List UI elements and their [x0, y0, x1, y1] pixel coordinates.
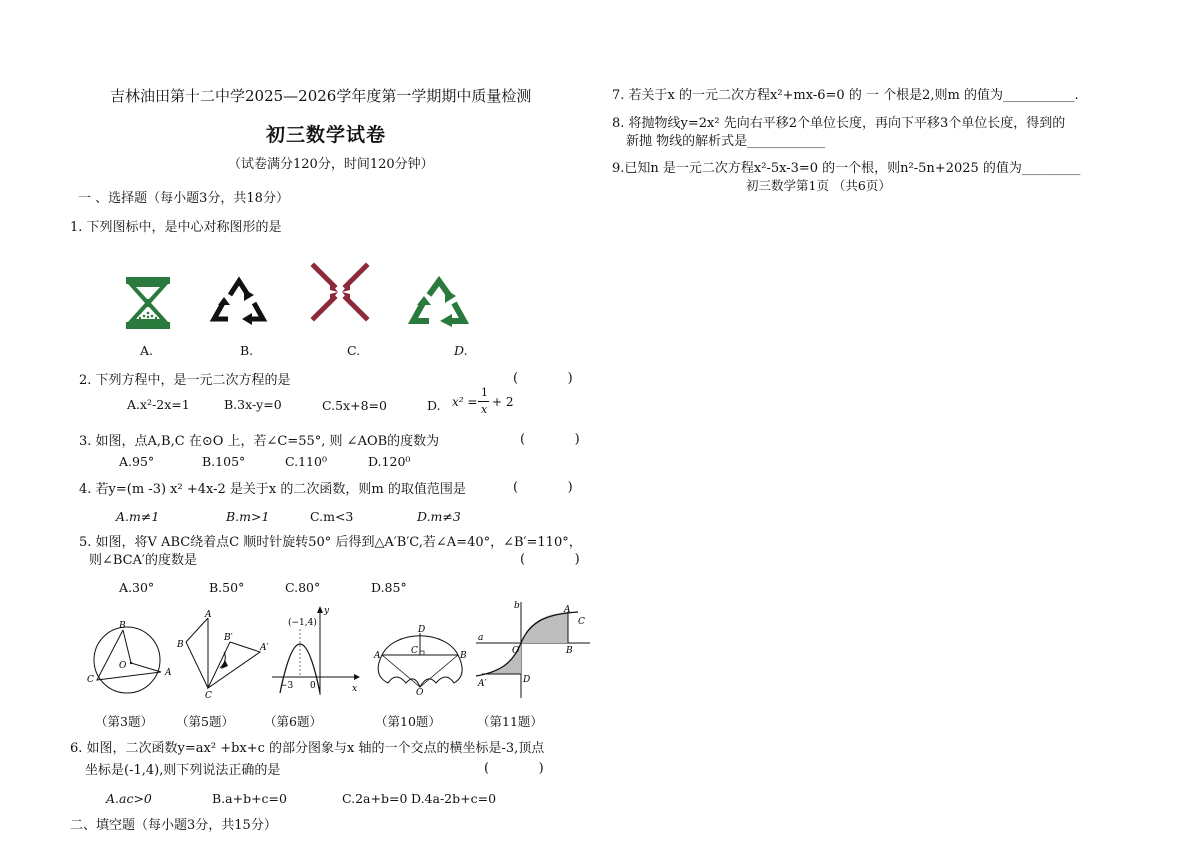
- f11-label-a-prime: A′: [478, 679, 487, 689]
- q6-stem-line2: 坐标是(-1,4),则下列说法正确的是: [85, 763, 281, 778]
- q2-option-c: C.5x+8=0: [322, 398, 387, 413]
- q2-option-a: A.x²-2x=1: [127, 397, 190, 412]
- q4-option-c: C.m<3: [310, 509, 354, 524]
- f11-label-d: D: [523, 675, 531, 685]
- q6-option-b: B.a+b+c=0: [212, 791, 287, 806]
- q1-label-b: B.: [240, 343, 254, 358]
- f11-label-c: C: [578, 617, 585, 627]
- section1-heading: 一 、选择题（每小题3分，共18分）: [78, 191, 289, 206]
- q3-option-c: C.110⁰: [285, 454, 327, 469]
- school-title: 吉林油田第十二中学2025—2026学年度第一学期期中质量检测: [110, 87, 532, 105]
- figure-q10-arch: [370, 625, 470, 695]
- f11-label-a: A: [564, 605, 571, 615]
- f11-label-a-axis: a: [478, 633, 484, 643]
- q2-option-b: B.3x-y=0: [224, 397, 282, 412]
- q2-stem: 2. 下列方程中，是一元二次方程的是: [79, 373, 291, 388]
- q3-answer-paren: ( ): [520, 432, 580, 447]
- q6-option-d: D.4a-2b+c=0: [411, 791, 497, 806]
- q8-stem-line2: 新抛 物线的解析式是____________: [626, 134, 826, 149]
- q4-answer-paren: ( ): [513, 480, 573, 495]
- f3-label-a: A: [165, 668, 172, 678]
- q5-stem-line1: 5. 如图，将V ABC绕着点C 顺时针旋转50° 后得到△A′B′C,若∠A=40°，∠B′=110°，: [79, 535, 582, 550]
- q1-stem: 1. 下列图标中，是中心对称图形的是: [70, 220, 282, 235]
- caption-q6: （第6题）: [264, 714, 322, 729]
- recycle-outline-icon: [208, 273, 270, 333]
- q6-stem-line1: 6. 如图，二次函数y=ax² +bx+c 的部分图象与x 轴的一个交点的横坐标是-3,顶点: [70, 741, 545, 756]
- f5-label-c: C: [205, 691, 212, 701]
- q6-option-c: C.2a+b=0: [342, 791, 408, 806]
- paper-title: 初三数学试卷: [266, 124, 387, 146]
- recycle-green-icon: [408, 275, 470, 333]
- q1-label-a: A.: [140, 343, 154, 358]
- q5-option-d: D.85°: [371, 580, 407, 595]
- q6-option-a: A.ac>0: [106, 791, 152, 806]
- caption-q11: （第11题）: [477, 714, 543, 729]
- q3-option-b: B.105°: [202, 454, 246, 469]
- f3-label-o: O: [119, 661, 127, 671]
- caption-q10: （第10题）: [375, 714, 441, 729]
- q5-answer-paren: ( ): [520, 552, 580, 567]
- f5-label-a-prime: A′: [260, 643, 269, 653]
- q9-stem: 9.已知n 是一元二次方程x²-5x-3=0 的一个根，则n²-5n+2025 的值为_________: [612, 161, 1081, 176]
- f6-label-y: y: [324, 606, 330, 616]
- q2-d-formula-right: + 2: [492, 395, 514, 409]
- q3-option-a: A.95°: [119, 454, 155, 469]
- q4-option-a: A.m≠1: [116, 509, 160, 524]
- figure-q6-parabola: [268, 605, 360, 697]
- q2-answer-paren: ( ): [513, 371, 573, 386]
- f10-label-d: D: [418, 625, 426, 635]
- f11-label-o: O: [512, 646, 520, 656]
- f6-label-vertex: (−1,4): [288, 618, 317, 628]
- q1-label-d: D.: [454, 343, 468, 358]
- q5-option-a: A.30°: [119, 580, 155, 595]
- q5-stem-line2: 则∠BCA′的度数是: [89, 553, 197, 568]
- q2-d-formula-den: x: [481, 403, 488, 416]
- f10-label-c: C: [411, 646, 418, 656]
- f5-label-b-prime: B′: [224, 633, 233, 643]
- q6-answer-paren: ( ): [484, 761, 544, 776]
- f3-label-b: B: [119, 621, 126, 631]
- q8-stem-line1: 8. 将抛物线y=2x² 先向右平移2个单位长度，再向下平移3个单位长度，得到的: [612, 116, 1066, 131]
- q2-option-d: D.: [427, 398, 441, 413]
- f10-label-b: B: [460, 651, 467, 661]
- f10-label-a: A: [374, 651, 381, 661]
- caption-q5: （第5题）: [176, 714, 234, 729]
- q4-option-d: D.m≠3: [417, 509, 461, 524]
- q2-d-formula-num: 1: [481, 386, 488, 399]
- q5-option-b: B.50°: [209, 580, 245, 595]
- f6-label-minus3: −3: [280, 681, 294, 691]
- caption-q3: （第3题）: [95, 714, 153, 729]
- q3-stem: 3. 如图，点A,B,C 在⊙O 上，若∠C=55°, 则 ∠AOB的度数为: [79, 434, 440, 449]
- four-arrows-inward-icon: [308, 262, 372, 322]
- f5-label-b: B: [177, 640, 184, 650]
- f10-label-o: O: [416, 688, 424, 695]
- f5-label-a: A: [205, 610, 212, 620]
- fraction-bar: [478, 401, 489, 402]
- f3-label-c: C: [87, 675, 94, 685]
- figure-q11-shaded-curve: [474, 598, 592, 702]
- q5-option-c: C.80°: [285, 580, 321, 595]
- q1-label-c: C.: [347, 343, 361, 358]
- f6-label-origin: 0: [310, 681, 316, 691]
- section2-heading: 二、填空题（每小题3分，共15分）: [70, 818, 277, 833]
- q2-d-formula-left: x² =: [452, 395, 478, 409]
- f6-label-x: x: [352, 684, 358, 694]
- hourglass-icon: [118, 273, 178, 333]
- figure-q5-rotation: [172, 610, 272, 702]
- q4-stem: 4. 若y=(m -3) x² +4x-2 是关于x 的二次函数，则m 的取值范围是: [79, 482, 466, 497]
- q3-option-d: D.120⁰: [368, 454, 411, 469]
- q7-stem: 7. 若关于x 的一元二次方程x²+mx-6=0 的 一 个根是2,则m 的值为___________.: [612, 88, 1079, 103]
- page-footer: 初三数学第1页 （共6页）: [746, 178, 891, 193]
- paper-info: （试卷满分120分，时间120分钟）: [228, 157, 434, 172]
- f11-label-b: b: [514, 601, 520, 611]
- q4-option-b: B.m>1: [226, 509, 270, 524]
- f11-label-b-point: B: [566, 646, 573, 656]
- figure-q3-circle: [83, 618, 175, 696]
